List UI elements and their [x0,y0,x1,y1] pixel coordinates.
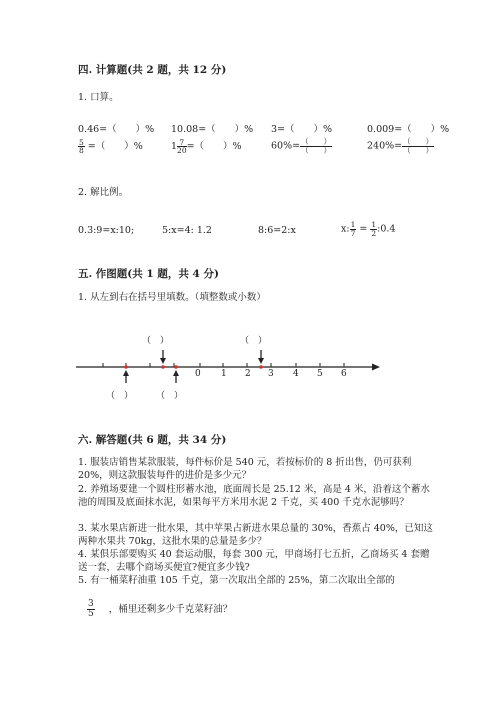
answer-blank[interactable]: （ ） [156,391,184,401]
point-marker [161,365,165,369]
oral-calc-5: $\frac{5}{8}$ =（ ）% [79,137,143,155]
question-5-1-label: 1. 从左到右在括号里填数。（填整数或小数） [78,292,266,303]
problem-5: 5. 有一桶菜籽油重 105 千克，第一次取出全部的 25%，第二次取出全部的 [78,575,395,586]
point-marker [174,365,178,369]
tick-label: 0 [195,369,201,379]
oral-calc-4: 0.009=（ ）% [367,124,450,135]
fraction: $\frac{1}{2}$ [371,220,377,238]
oral-calc-3: 3=（ ）% [271,124,333,135]
fraction: $\frac{( )}{( )}$ [301,137,332,155]
fraction: $\frac{1}{7}$ [350,220,356,238]
tick-label: 3 [268,369,274,379]
oral-calc-8: 240%= $\frac{( )}{( )}$ [367,137,434,155]
section-4-title: 四. 计算题(共 2 题，共 12 分) [78,64,227,76]
answer-blank[interactable]: （ ） [142,336,170,346]
fraction: $\frac{( )}{( )}$ [403,137,434,155]
fraction: $\frac{3}{5}$ [88,599,94,619]
tick-marks [103,363,344,367]
tick-label: 4 [293,369,299,379]
question-4-1-label: 1. 口算。 [78,92,119,103]
down-arrow-icon [258,350,264,364]
up-arrow-icon [123,370,129,383]
oral-calc-2: 10.08=（ ）% [171,124,254,135]
tick-label: 1 [221,369,227,379]
answer-blank[interactable]: （ ） [106,391,134,401]
oral-calc-7: 60%= $\frac{( )}{( )}$ [271,137,332,155]
proportion-2: 5:x=4: 1.2 [162,225,212,236]
fraction: $\frac{7}{20}$ [177,137,187,155]
tick-label: 5 [317,369,323,379]
tick-label: 2 [245,369,251,379]
fraction: $\frac{5}{8}$ [79,137,84,155]
problem-1: 1. 服装店销售某款服装，每件标价是 540 元，若按标价的 8 折出售，仍可获利 20%，则这款服装每件的进价是多少元？ [78,457,412,482]
answer-blank[interactable]: （ ） [240,336,268,346]
proportion-4: x: $\frac{1}{7}$ = $\frac{1}{2}$ :0.4 [341,220,396,238]
number-line-arrowhead [372,364,380,371]
proportion-3: 8:6=2:x [258,225,296,236]
oral-calc-1: 0.46=（ ）% [78,124,155,135]
oral-calc-6: 1 $\frac{7}{20}$ =（ ）% [171,137,242,155]
tick-label: 6 [341,369,347,379]
section-5-title: 五. 作图题(共 1 题，共 4 分) [78,268,219,280]
question-4-2-label: 2. 解比例。 [78,187,129,198]
problem-3: 3. 某水果店新进一批水果，其中苹果占新进水果总量的 30%，香蕉占 40%，已知这两种水果共 70kg，这批水果的总量是多少？ [78,523,433,548]
problem-5-continuation: $\frac{3}{5}$ ，桶里还剩多少千克菜籽油？ [88,599,233,619]
point-marker [259,365,263,369]
section-6-title: 六. 解答题(共 6 题，共 34 分) [78,434,227,446]
up-arrow-icon [173,370,179,383]
proportion-1: 0.3:9=x:10; [78,225,135,236]
point-marker [124,365,128,369]
problem-2: 2. 养殖场要建一个圆柱形蓄水池，底面周长是 25.12 米，高是 4 米，沿着这个蓄水池的周围及底面抹水泥，如果每平方米用水泥 2 千克，买 400 千克水泥够吗？ [78,484,430,509]
problem-4: 4. 某俱乐部要购买 40 套运动服，每套 300 元，甲商场打七五折，乙商场买 4 套赠送一套，去哪个商场买便宜?便宜多少钱? [78,549,430,574]
down-arrow-icon [160,350,166,364]
